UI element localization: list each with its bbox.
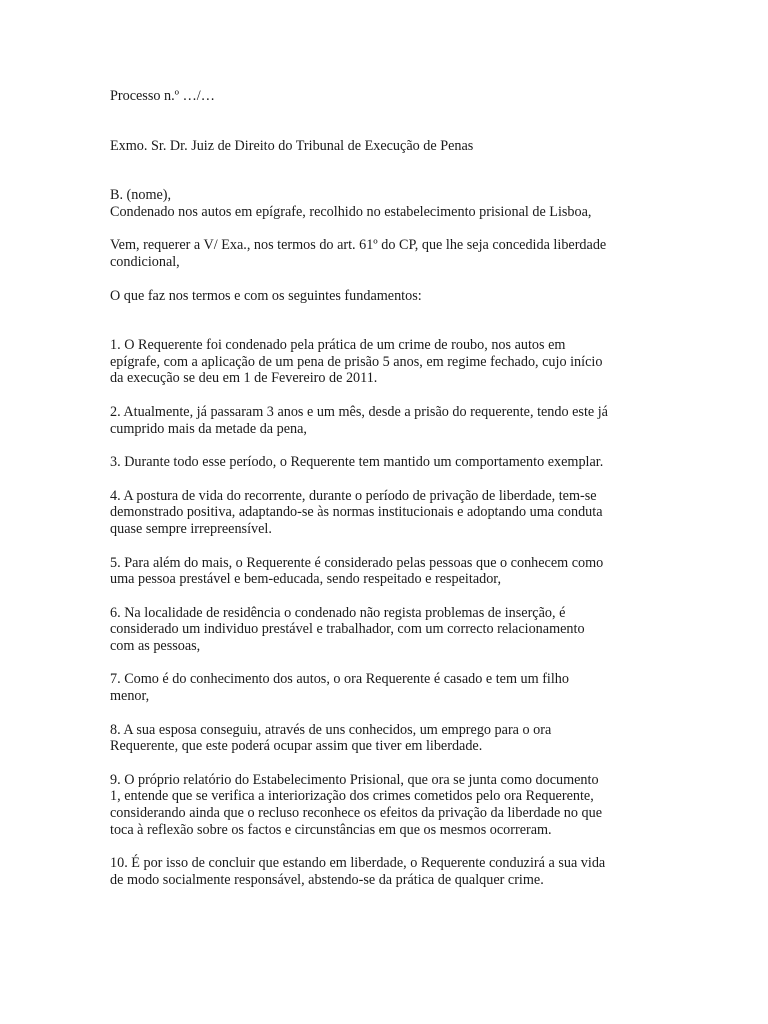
ground-line: epígrafe, com a aplicação de um pena de prisão 5 anos, em regime fechado, cujo início bbox=[110, 353, 603, 370]
ground-line: 3. Durante todo esse período, o Requerente tem mantido um comportamento exemplar. bbox=[110, 454, 604, 471]
applicant-status: Condenado nos autos em epígrafe, recolhido no estabelecimento prisional de Lisboa, bbox=[110, 203, 592, 220]
grounds-intro: O que faz nos termos e com os seguintes fundamentos: bbox=[110, 287, 422, 304]
ground-line: 9. O próprio relatório do Estabelecimento Prisional, que ora se junta como documento bbox=[110, 771, 599, 788]
request-line: condicional, bbox=[110, 253, 180, 270]
ground-line: com as pessoas, bbox=[110, 637, 201, 654]
ground-item bbox=[110, 671, 670, 704]
ground-line: considerado um individuo prestável e trabalhador, com um correcto relacionamento bbox=[110, 621, 585, 638]
request-line: Vem, requerer a V/ Exa., nos termos do art. 61º do CP, que lhe seja concedida liberdade bbox=[110, 237, 607, 254]
ground-item bbox=[110, 454, 670, 471]
ground-line: 6. Na localidade de residência o condenado não regista problemas de inserção, é bbox=[110, 604, 566, 621]
ground-line: da execução se deu em 1 de Fevereiro de 2011. bbox=[110, 370, 378, 387]
ground-line: menor, bbox=[110, 688, 150, 705]
ground-item bbox=[110, 855, 670, 888]
ground-line: uma pessoa prestável e bem-educada, sendo respeitado e respeitador, bbox=[110, 571, 502, 588]
ground-item bbox=[110, 605, 670, 655]
ground-item bbox=[110, 404, 670, 437]
request-paragraph bbox=[110, 237, 670, 270]
process-reference: Processo n.º …/… bbox=[110, 88, 215, 104]
ground-line: Requerente, que este poderá ocupar assim que tiver em liberdade. bbox=[110, 738, 483, 755]
ground-line: 8. A sua esposa conseguiu, através de uns conhecidos, um emprego para o ora bbox=[110, 721, 552, 738]
ground-line: considerando ainda que o recluso reconhece os efeitos da privação da liberdade no que bbox=[110, 805, 603, 822]
ground-line: 5. Para além do mais, o Requerente é considerado pelas pessoas que o conhecem como bbox=[110, 554, 604, 571]
ground-line: demonstrado positiva, adaptando-se às normas institucionais e adoptando uma conduta bbox=[110, 504, 603, 521]
ground-line: toca à reflexão sobre os factos e circunstâncias em que os mesmos ocorreram. bbox=[110, 821, 552, 838]
ground-line: 2. Atualmente, já passaram 3 anos e um mês, desde a prisão do requerente, tendo este já bbox=[110, 403, 608, 420]
ground-line: 7. Como é do conhecimento dos autos, o ora Requerente é casado e tem um filho bbox=[110, 671, 569, 688]
ground-line: cumprido mais da metade da pena, bbox=[110, 420, 307, 437]
ground-item bbox=[110, 772, 670, 838]
document-page bbox=[110, 88, 670, 905]
ground-line: 1. O Requerente foi condenado pela prática de um crime de roubo, nos autos em bbox=[110, 337, 566, 354]
ground-item bbox=[110, 722, 670, 755]
ground-line: 1, entende que se verifica a interiorização dos crimes cometidos pelo ora Requerente, bbox=[110, 788, 594, 805]
applicant-block bbox=[110, 187, 670, 220]
ground-line: 4. A postura de vida do recorrente, durante o período de privação de liberdade, tem-se bbox=[110, 487, 597, 504]
ground-line: 10. É por isso de concluir que estando em liberdade, o Requerente conduzirá a sua vida bbox=[110, 855, 606, 872]
ground-item bbox=[110, 488, 670, 538]
addressee-line: Exmo. Sr. Dr. Juiz de Direito do Tribunal de Execução de Penas bbox=[110, 137, 474, 154]
grounds-list bbox=[110, 337, 670, 888]
ground-item bbox=[110, 337, 670, 387]
applicant-name: B. (nome), bbox=[110, 187, 172, 204]
ground-line: de modo socialmente responsável, abstendo-se da prática de qualquer crime. bbox=[110, 871, 544, 888]
ground-line: quase sempre irrepreensível. bbox=[110, 520, 272, 537]
ground-item bbox=[110, 555, 670, 588]
